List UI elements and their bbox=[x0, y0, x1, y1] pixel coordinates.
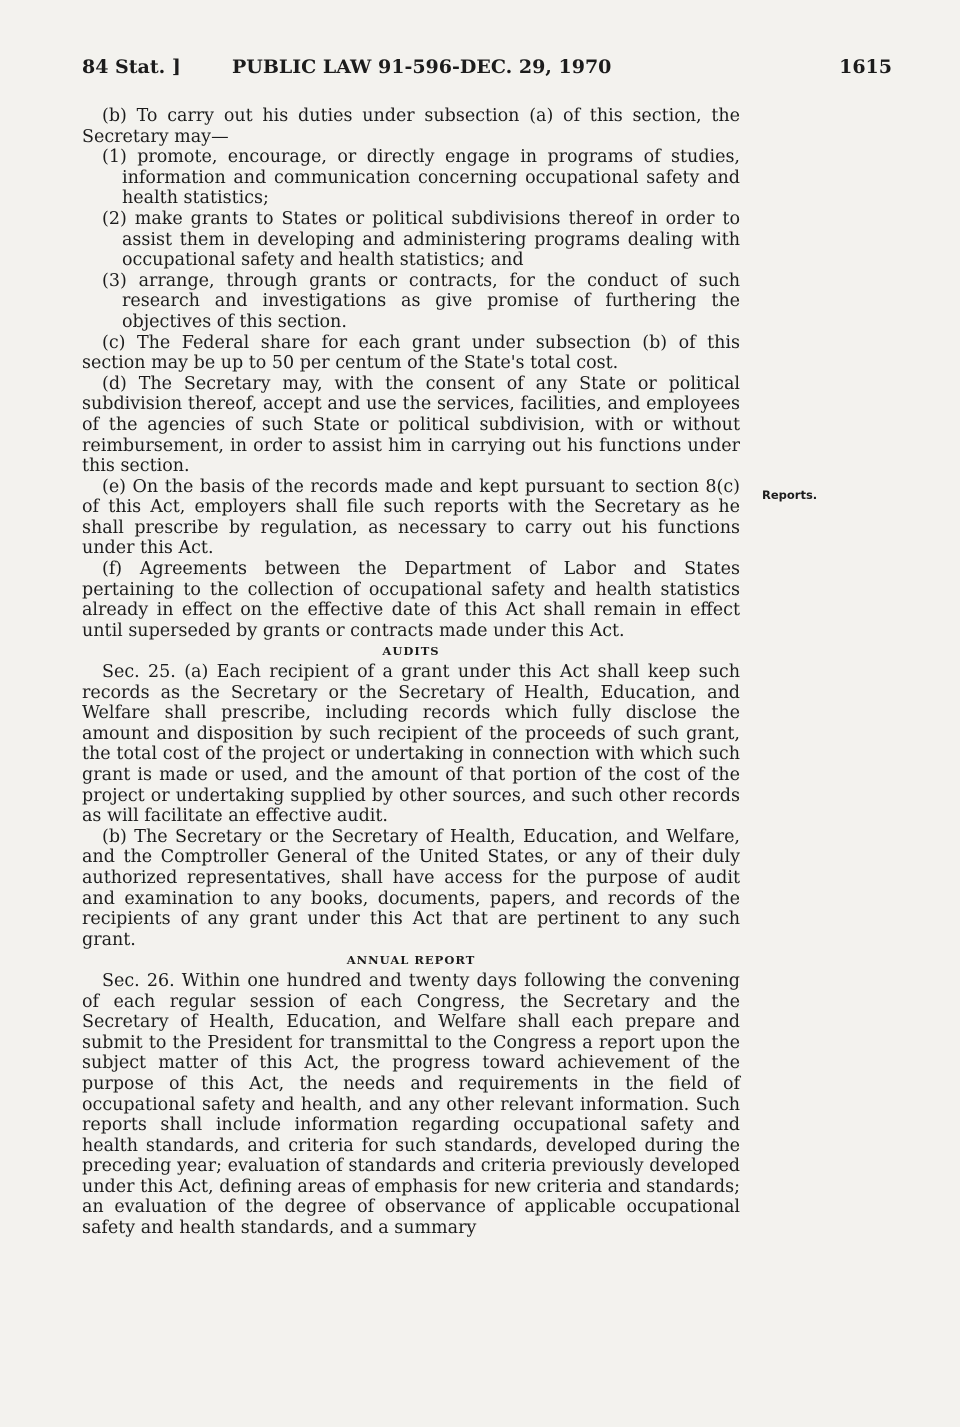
paragraph-b3-text: (3) arrange, through grants or contracts, for the conduct of such research and investigations as give promise of furthering the objectives of this section. bbox=[102, 270, 740, 332]
paragraph-b2-text: (2) make grants to States or political subdivisions thereof in order to assist them in developing and administering programs dealing with occupational safety and health statistics; and bbox=[102, 208, 740, 271]
paragraph-b3 bbox=[82, 271, 740, 333]
paragraph-b-intro: (b) To carry out his duties under subsection (a) of this section, the Secretary may— bbox=[82, 106, 740, 147]
section-25a: Sec. 25. (a) Each recipient of a grant under this Act shall keep such records as the Secretary or the Secretary of Health, Education, and Welfare shall prescribe, including records which fully disclose the amount and disposition by such recipient of the proceeds of such grant, the total cost of the project or undertaking in connection with which such grant is made or used, and the amount of that portion of the cost of the project or undertaking supplied by other sources, and such other records as will facilitate an effective audit. bbox=[82, 662, 740, 827]
page-header bbox=[82, 56, 892, 84]
annual-report-heading: ANNUAL REPORT bbox=[346, 953, 476, 968]
paragraph-e: (e) On the basis of the records made and kept pursuant to section 8(c) of this Act, employers shall file such reports with the Secretary as he shall prescribe by regulation, as necessary to carry out his functions under this Act. bbox=[82, 476, 740, 559]
paragraph-b1-text: (1) promote, encourage, or directly engage in programs of studies, information and communication concerning occupational safety and health statistics; bbox=[102, 147, 740, 209]
margin-note-reports: Reports. bbox=[762, 488, 818, 502]
section-25b: (b) The Secretary or the Secretary of Health, Education, and Welfare, and the Comptroller General of the United States, or any of their duly authorized representatives, shall have access for the purpose of audit and examination to any books, documents, papers, and records of the recipients of any grant under this Act that are pertinent to any such grant. bbox=[82, 826, 740, 950]
paragraph-b1 bbox=[82, 147, 740, 209]
paragraph-c: (c) The Federal share for each grant under subsection (b) of this section may be up to 50 per centum of the State's total cost. bbox=[82, 332, 740, 374]
paragraph-b2 bbox=[82, 209, 740, 271]
paragraph-f: (f) Agreements between the Department of Labor and States pertaining to the collection of occupational safety and health statistics already in effect on the effective date of this Act shall remain in effect until superseded by grants or contracts made under this Act. bbox=[82, 559, 740, 641]
page-number: 1615 bbox=[839, 56, 892, 78]
paragraph-d: (d) The Secretary may, with the consent of any State or political subdivision thereof, accept and use the services, facilities, and employees of the agencies of such State or political subdivision, with or without reimbursement, in order to assist him in carrying out his functions under this section. bbox=[82, 373, 740, 477]
body-text bbox=[82, 106, 740, 1239]
audits-heading: AUDITS bbox=[382, 644, 440, 659]
section-26: Sec. 26. Within one hundred and twenty days following the convening of each regular session of each Congress, the Secretary and the Secretary of Health, Education, and Welfare shall each prepare and submit to the President for transmittal to the Congress a report upon the subject matter of this Act, the progress toward achievement of the purpose of this Act, the needs and requirements in the field of occupational safety and health, and any other relevant information. Such reports shall include information regarding occupational safety and health standards, and criteria for such standards, developed during the preceding year; evaluation of standards and criteria previously developed under this Act, defining areas of emphasis for new criteria and standards; an evaluation of the degree of observance of applicable occupational safety and health standards, and a summary bbox=[82, 970, 740, 1239]
law-title: PUBLIC LAW 91-596-DEC. 29, 1970 bbox=[232, 56, 612, 78]
volume-citation: 84 Stat. ] bbox=[82, 56, 181, 78]
